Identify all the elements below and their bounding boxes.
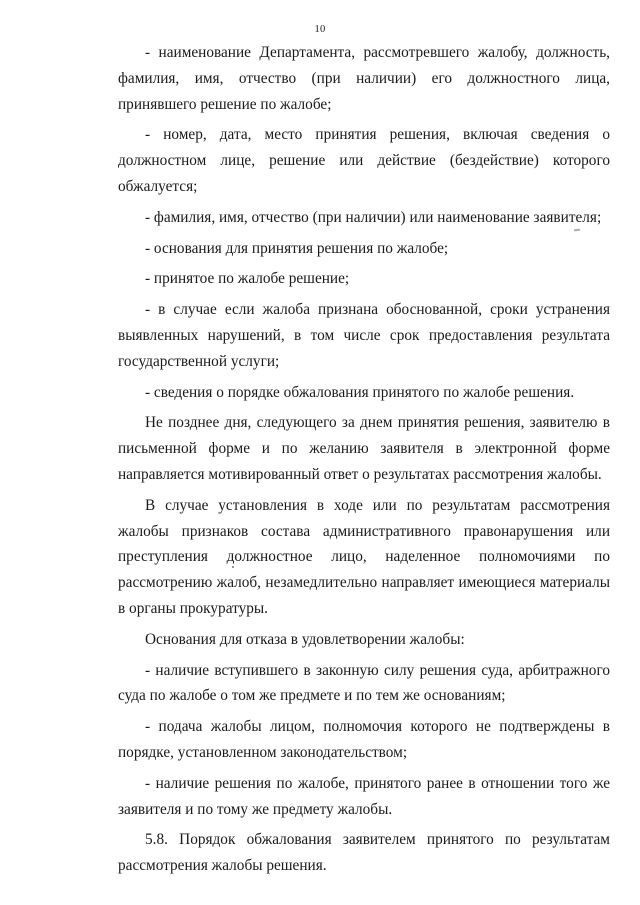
paragraph-remedy-terms: - в случае если жалоба признана обоснованной, сроки устранения выявленных нарушений, в том числе срок предоставления результата государственной услуги; bbox=[118, 301, 610, 370]
page-number: 10 bbox=[314, 24, 326, 35]
paragraph-refusal-prior-decision: - наличие решения по жалобе, принятого ранее в отношении того же заявителя и по тому же предмету жалобы. bbox=[118, 774, 610, 818]
paragraph-decision-grounds: - основания для принятия решения по жалобе; bbox=[145, 239, 449, 257]
document-body bbox=[118, 40, 610, 879]
paragraph-refusal-unauthorized: - подача жалобы лицом, полномочия которого не подтверждены в порядке, установленном законодательством; bbox=[118, 718, 610, 761]
paragraph-prosecutor-referral: В случае установления в ходе или по результатам рассмотрения жалобы признаков состава административного правонарушения или преступления должностное лицо, наделенное полномочиями по рассмотрению жалоб, незамедлительно направляет имеющиеся материалы в органы прокуратуры. bbox=[118, 496, 610, 617]
paragraph-decision-number: - номер, дата, место принятия решения, включая сведения о должностном лице, решение или действие (бездействие) которого обжалуется; bbox=[118, 126, 610, 195]
paragraph-department-name: - наименование Департамента, рассмотревшего жалобу, должность, фамилия, имя, отчество (при наличии) его должностного лица, принявшего решение по жалобе; bbox=[118, 44, 610, 113]
section-5-8-heading: 5.8. Порядок обжалования заявителем принятого по результатам рассмотрения жалобы решения. bbox=[118, 831, 610, 875]
paragraph-applicant-name: - фамилия, имя, отчество (при наличии) или наименование заявителя; bbox=[145, 208, 602, 226]
paragraph-refusal-court-decision: - наличие вступившего в законную силу решения суда, арбитражного суда по жалобе о том же предмете и по тем же основаниям; bbox=[118, 661, 610, 705]
scan-dot bbox=[232, 566, 234, 568]
paragraph-appeal-procedure-info: - сведения о порядке обжалования принятого по жалобе решения. bbox=[145, 383, 575, 401]
paragraph-response-deadline: Не позднее дня, следующего за днем принятия решения, заявителю в письменной форме и по желанию заявителя в электронной форме направляется мотивированный ответ о результатах рассмотрения жалобы. bbox=[118, 414, 610, 483]
paragraph-decision-taken: - принятое по жалобе решение; bbox=[145, 270, 350, 288]
paragraph-refusal-grounds-heading: Основания для отказа в удовлетворении жалобы: bbox=[145, 630, 465, 648]
